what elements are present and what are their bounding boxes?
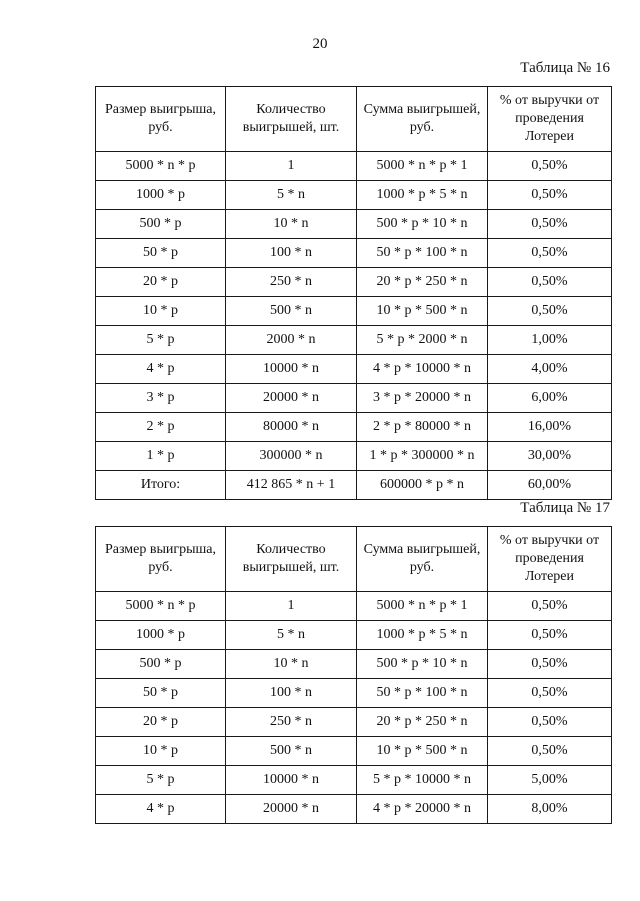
cell-prize-size: Итого: bbox=[96, 471, 226, 500]
cell-revenue-percent: 0,50% bbox=[488, 679, 612, 708]
table-row bbox=[96, 650, 612, 679]
table-row bbox=[96, 708, 612, 737]
table-row bbox=[96, 766, 612, 795]
cell-prize-count: 100 * n bbox=[226, 679, 357, 708]
cell-prize-sum: 2 * p * 80000 * n bbox=[357, 413, 488, 442]
cell-revenue-percent: 0,50% bbox=[488, 737, 612, 766]
cell-revenue-percent: 6,00% bbox=[488, 384, 612, 413]
table-row bbox=[96, 471, 612, 500]
cell-prize-count: 10 * n bbox=[226, 650, 357, 679]
cell-prize-sum: 1 * p * 300000 * n bbox=[357, 442, 488, 471]
cell-prize-sum: 1000 * p * 5 * n bbox=[357, 181, 488, 210]
table-row bbox=[96, 795, 612, 824]
prize-table-17 bbox=[95, 526, 612, 824]
header-revenue-percent: % от выручки от проведения Лотереи bbox=[488, 527, 612, 592]
cell-prize-sum: 1000 * p * 5 * n bbox=[357, 621, 488, 650]
cell-revenue-percent: 0,50% bbox=[488, 268, 612, 297]
header-revenue-percent: % от выручки от проведения Лотереи bbox=[488, 87, 612, 152]
cell-prize-sum: 20 * p * 250 * n bbox=[357, 708, 488, 737]
cell-prize-count: 500 * n bbox=[226, 737, 357, 766]
cell-prize-sum: 500 * p * 10 * n bbox=[357, 210, 488, 239]
cell-revenue-percent: 0,50% bbox=[488, 152, 612, 181]
table-16-caption: Таблица № 16 bbox=[520, 60, 610, 76]
table-row bbox=[96, 413, 612, 442]
header-prize-count: Количество выигрышей, шт. bbox=[226, 527, 357, 592]
table-row bbox=[96, 152, 612, 181]
cell-prize-sum: 5 * p * 2000 * n bbox=[357, 326, 488, 355]
cell-revenue-percent: 0,50% bbox=[488, 181, 612, 210]
cell-prize-size: 500 * p bbox=[96, 210, 226, 239]
cell-prize-sum: 5000 * n * p * 1 bbox=[357, 592, 488, 621]
cell-prize-size: 4 * p bbox=[96, 355, 226, 384]
cell-prize-sum: 10 * p * 500 * n bbox=[357, 297, 488, 326]
cell-prize-count: 1 bbox=[226, 592, 357, 621]
cell-prize-sum: 10 * p * 500 * n bbox=[357, 737, 488, 766]
cell-prize-size: 10 * p bbox=[96, 297, 226, 326]
cell-revenue-percent: 60,00% bbox=[488, 471, 612, 500]
cell-prize-count: 2000 * n bbox=[226, 326, 357, 355]
cell-revenue-percent: 0,50% bbox=[488, 650, 612, 679]
cell-prize-size: 5 * p bbox=[96, 326, 226, 355]
cell-prize-count: 300000 * n bbox=[226, 442, 357, 471]
cell-prize-size: 5000 * n * p bbox=[96, 152, 226, 181]
cell-revenue-percent: 30,00% bbox=[488, 442, 612, 471]
table-17-caption: Таблица № 17 bbox=[520, 500, 610, 516]
cell-prize-count: 500 * n bbox=[226, 297, 357, 326]
cell-prize-size: 50 * p bbox=[96, 239, 226, 268]
cell-prize-count: 5 * n bbox=[226, 181, 357, 210]
cell-prize-count: 20000 * n bbox=[226, 795, 357, 824]
cell-prize-sum: 3 * p * 20000 * n bbox=[357, 384, 488, 413]
header-prize-sum: Сумма выигрышей, руб. bbox=[357, 87, 488, 152]
cell-prize-size: 4 * p bbox=[96, 795, 226, 824]
table-row bbox=[96, 355, 612, 384]
cell-prize-size: 1000 * p bbox=[96, 621, 226, 650]
cell-prize-count: 20000 * n bbox=[226, 384, 357, 413]
cell-prize-count: 412 865 * n + 1 bbox=[226, 471, 357, 500]
table-row bbox=[96, 679, 612, 708]
cell-prize-size: 20 * p bbox=[96, 708, 226, 737]
cell-prize-size: 2 * p bbox=[96, 413, 226, 442]
cell-prize-size: 5000 * n * p bbox=[96, 592, 226, 621]
cell-prize-sum: 5000 * n * p * 1 bbox=[357, 152, 488, 181]
cell-prize-count: 100 * n bbox=[226, 239, 357, 268]
cell-prize-sum: 600000 * p * n bbox=[357, 471, 488, 500]
cell-prize-size: 10 * p bbox=[96, 737, 226, 766]
table-row bbox=[96, 621, 612, 650]
cell-prize-size: 20 * p bbox=[96, 268, 226, 297]
prize-table-16 bbox=[95, 86, 612, 500]
header-prize-size: Размер выигрыша, руб. bbox=[96, 87, 226, 152]
cell-prize-size: 500 * p bbox=[96, 650, 226, 679]
cell-prize-count: 250 * n bbox=[226, 708, 357, 737]
table-row bbox=[96, 592, 612, 621]
cell-prize-sum: 20 * p * 250 * n bbox=[357, 268, 488, 297]
table-row bbox=[96, 268, 612, 297]
cell-prize-size: 50 * p bbox=[96, 679, 226, 708]
table-row bbox=[96, 181, 612, 210]
table-header-row bbox=[96, 527, 612, 592]
cell-revenue-percent: 8,00% bbox=[488, 795, 612, 824]
cell-prize-size: 1 * p bbox=[96, 442, 226, 471]
cell-prize-count: 10 * n bbox=[226, 210, 357, 239]
cell-revenue-percent: 0,50% bbox=[488, 239, 612, 268]
cell-prize-sum: 4 * p * 20000 * n bbox=[357, 795, 488, 824]
cell-prize-size: 5 * p bbox=[96, 766, 226, 795]
cell-prize-sum: 4 * p * 10000 * n bbox=[357, 355, 488, 384]
cell-prize-count: 1 bbox=[226, 152, 357, 181]
cell-revenue-percent: 1,00% bbox=[488, 326, 612, 355]
header-prize-sum: Сумма выигрышей, руб. bbox=[357, 527, 488, 592]
cell-prize-sum: 50 * p * 100 * n bbox=[357, 679, 488, 708]
cell-revenue-percent: 5,00% bbox=[488, 766, 612, 795]
table-row bbox=[96, 384, 612, 413]
cell-prize-count: 250 * n bbox=[226, 268, 357, 297]
table-row bbox=[96, 210, 612, 239]
cell-prize-count: 80000 * n bbox=[226, 413, 357, 442]
header-prize-count: Количество выигрышей, шт. bbox=[226, 87, 357, 152]
cell-revenue-percent: 0,50% bbox=[488, 708, 612, 737]
cell-revenue-percent: 0,50% bbox=[488, 621, 612, 650]
cell-prize-count: 10000 * n bbox=[226, 355, 357, 384]
table-row bbox=[96, 326, 612, 355]
cell-prize-size: 1000 * p bbox=[96, 181, 226, 210]
cell-revenue-percent: 0,50% bbox=[488, 297, 612, 326]
cell-prize-count: 5 * n bbox=[226, 621, 357, 650]
table-row bbox=[96, 737, 612, 766]
cell-revenue-percent: 0,50% bbox=[488, 592, 612, 621]
table-header-row bbox=[96, 87, 612, 152]
cell-prize-sum: 5 * p * 10000 * n bbox=[357, 766, 488, 795]
cell-revenue-percent: 16,00% bbox=[488, 413, 612, 442]
page-number: 20 bbox=[312, 36, 328, 52]
header-prize-size: Размер выигрыша, руб. bbox=[96, 527, 226, 592]
table-row bbox=[96, 442, 612, 471]
cell-prize-count: 10000 * n bbox=[226, 766, 357, 795]
cell-prize-size: 3 * p bbox=[96, 384, 226, 413]
cell-prize-sum: 500 * p * 10 * n bbox=[357, 650, 488, 679]
table-row bbox=[96, 239, 612, 268]
table-row bbox=[96, 297, 612, 326]
cell-prize-sum: 50 * p * 100 * n bbox=[357, 239, 488, 268]
cell-revenue-percent: 4,00% bbox=[488, 355, 612, 384]
cell-revenue-percent: 0,50% bbox=[488, 210, 612, 239]
